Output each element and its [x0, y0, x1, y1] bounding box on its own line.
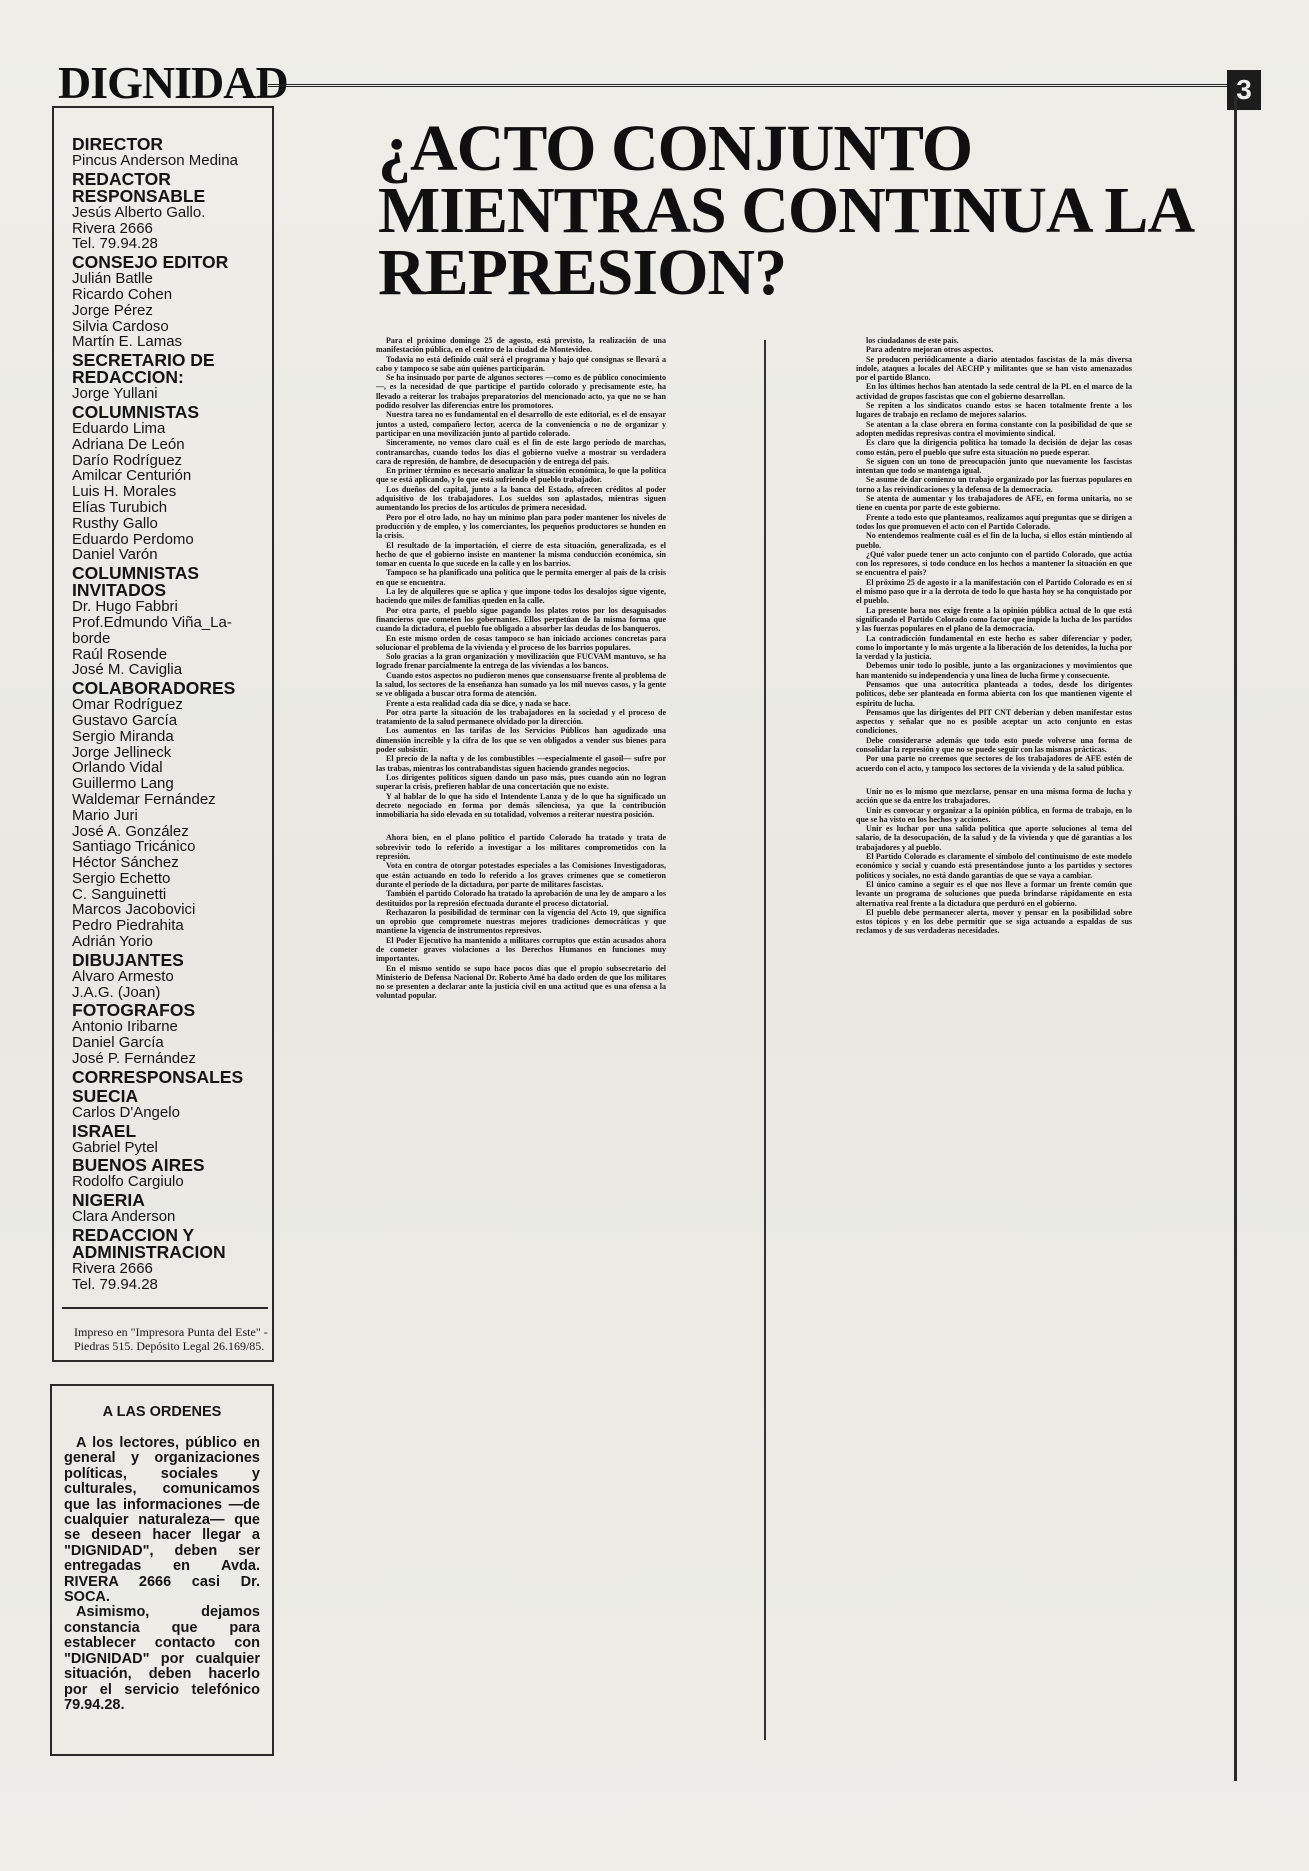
article-paragraph: Sinceramente, no vemos claro cuál es el fin de este largo período de marchas, contramarchas, cuando todos los días el gobierno vuelve a mostrar su verdadera cara de represión, de hambre, de desocupación y de entrega del país.	[376, 438, 666, 466]
article-paragraph: También el partido Colorado ha tratado la aprobación de una ley de amparo a los destituidos por la represión efectuada durante el proceso dictatorial.	[376, 889, 666, 908]
article-paragraph: La presente hora nos exige frente a la opinión pública actual de lo que está significando el Partido Colorado como factor que impide la lucha de los partidos y las fuerzas populares en el plano de la democracia.	[856, 605, 1132, 634]
credit-name: Prof.Edmundo Viña_La-borde	[72, 613, 232, 647]
article-paragraph: En el mismo sentido se supo hace pocos días que el propio subsecretario del Ministerio de Defensa Nacional Dr. Roberto Amé ha dado orden de que los militares no se presenten a declarar ante la justicia civil en una actitud que es una ofensa a la voluntad popular.	[376, 963, 666, 1001]
credit-name: Jorge Pérez	[72, 301, 153, 319]
credit-name: Clara Anderson	[72, 1208, 176, 1226]
credit-name: Jorge Jellineck	[72, 743, 172, 761]
article-paragraph: Ahora bien, en el plano político el partido Colorado ha tratado y trata de sobrevivir todo lo referido a investigar a los militares comprometidos con la represión.	[376, 833, 666, 862]
article-headline	[378, 112, 1198, 309]
credit-name: Waldemar Fernández	[72, 790, 216, 808]
notice-body	[64, 1436, 260, 1713]
article-paragraph: Se siguen con un tono de preocupación junto que nuevamente los fascistas intentan que todo se mantenga igual.	[856, 456, 1132, 476]
credit-section-title: COLABORADORES	[72, 678, 236, 699]
credit-name: Tel. 79.94.28	[72, 1275, 158, 1293]
imprint: Impreso en "Impresora Punta del Este" - Piedras 515. Depósito Legal 26.169/85.	[62, 1307, 268, 1353]
article-paragraph: Cuando estos aspectos no pudieron menos que consensuarse frente al problema de la salud, los sectores de la enseñanza han sumado ya los mil nuevos casos, y la gente se ve obligada a buscar otra forma de atención.	[376, 670, 666, 699]
article-paragraph: El Partido Colorado es claramente el símbolo del continuismo de este modelo económico y social y cuando está presentándose junto a los partidos y sectores políticos y sociales, no está dando garantías de que se vaya a cambiar.	[856, 852, 1132, 880]
credit-name: Rusthy Gallo	[72, 514, 158, 532]
article-paragraph: los ciudadanos de este país.	[866, 336, 959, 345]
credit-name: Luis H. Morales	[72, 483, 177, 501]
credit-sections	[72, 136, 264, 1293]
article-paragraph: Todavía no está definido cuál será el programa y bajo qué consignas se llevará a cabo y tampoco se sabe aún quiénes participarán.	[376, 354, 666, 373]
credit-name: Guillermo Lang	[72, 775, 174, 793]
credit-section-title: SUECIA	[72, 1085, 139, 1106]
credit-section-title: CONSEJO EDITOR	[72, 252, 229, 273]
credit-section-title: COLUMNISTAS INVITADOS	[72, 563, 200, 601]
article-paragraph: Es claro que la dirigencia política ha tomado la decisión de dejar las cosas como están, pero el pueblo que sufre esta situación no puede esperar.	[856, 438, 1132, 457]
headline-line: REPRESION?	[378, 236, 787, 309]
article-paragraph: Pensamos que una autocrítica planteada a todos, desde los dirigentes políticos, debe ser planteada en forma abierta con los que mantienen vigente el espíritu de lucha.	[856, 679, 1132, 708]
credit-name: Adriana De León	[72, 435, 185, 453]
credit-section-title: CORRESPONSALES	[72, 1066, 244, 1087]
article-paragraph: Para el próximo domingo 25 de agosto, está previsto, la realización de una manifestación pública, en el centro de la ciudad de Montevideo.	[376, 336, 666, 355]
article-paragraph: Por otra parte, el pueblo sigue pagando los platos rotos por los desaguisados financieros que cometen los gobernantes. Ellos perpetúan de la misma forma que cuando la dictadura, el pueblo fue obligado a absorber las deudas de los banqueros.	[376, 605, 666, 634]
credit-section-title: DIBUJANTES	[72, 949, 184, 970]
credit-section-title: COLUMNISTAS	[72, 401, 200, 422]
credit-name: Dr. Hugo Fabbri	[72, 598, 178, 616]
article-paragraph: Se repiten a los sindicatos cuando estos se hacen totalmente frente a los lugares de trabajo en reclamo de mejores salarios.	[856, 401, 1132, 420]
article-paragraph: Por una parte no creemos que sectores de los trabajadores de AFE estén de acuerdo con el acto, y tampoco los sectores de la vivienda y de la salud pública.	[856, 754, 1132, 773]
section-break	[856, 773, 1132, 787]
article-paragraph: Y al hablar de lo que ha sido el Intendente Lanza y de lo que ha significado un decreto negociado en forma por demás silenciosa, ya que la contribución inmobiliaria ha sido elevada en su totalidad, volvemos a reiterar nuestra posición.	[376, 791, 666, 820]
credit-name: Sergio Echetto	[72, 869, 171, 887]
credit-name: Mario Juri	[72, 806, 138, 824]
credit-name: Elías Turubich	[72, 498, 168, 516]
notice-paragraph: Asimismo, dejamos constancia que para establecer contacto con "DIGNIDAD" por cualquier situación, deben hacerlo por el servicio telefónico 79.94.28.	[64, 1604, 260, 1713]
masthead-rule	[268, 84, 1239, 87]
credit-name: Ricardo Cohen	[72, 285, 173, 303]
article-paragraph: Debemos unir todo lo posible, junto a las organizaciones y movimientos que han mantenido su independencia y una línea de lucha firme y consecuente.	[856, 661, 1132, 680]
article-paragraph: Para adentro mejoran otros aspectos.	[866, 345, 994, 355]
credit-name: José P. Fernández	[72, 1050, 196, 1068]
credit-name: Jorge Yullani	[72, 385, 158, 403]
credit-section-title: NIGERIA	[72, 1190, 145, 1211]
article-paragraph: Vota en contra de otorgar potestades especiales a las Comisiones Investigadoras, que están actuando en todo lo referido a los graves crímenes que se cometieron durante el período de la dictadura, por parte de militares fascistas.	[376, 861, 666, 889]
credit-name: Eduardo Lima	[72, 419, 166, 437]
article-paragraph: No entendemos realmente cuál es el fin de la lucha, si ellos están mintiendo al pueblo.	[856, 531, 1132, 550]
article-paragraph: Los dueños del capital, junto a la banca del Estado, ofrecen créditos al poder adquisitivo de los trabajadores. Los sueldos son aplastados, mientras siguen aumentando los precios de los artículos de primera necesidad.	[376, 484, 666, 513]
credit-name: Gustavo García	[72, 711, 178, 729]
credit-name: Amilcar Centurión	[72, 467, 192, 485]
right-margin-rule	[1234, 96, 1237, 1781]
page-number: 3	[1227, 70, 1261, 110]
article-paragraph: Nuestra tarea no es fundamental en el desarrollo de este editorial, es el de ensayar juntos a usted, compañero lector, acerca de la conveniencia o no de organizar y participar en una movilización junto al partido colorado.	[376, 410, 666, 438]
article-paragraph: El próximo 25 de agosto ir a la manifestación con el Partido Colorado es en sí el mismo paso que ir a la derrota de todo lo que hasta hoy se ha conquistado por el pueblo.	[856, 577, 1132, 606]
credit-name: Omar Rodríguez	[72, 696, 183, 714]
credit-name: Carlos D'Angelo	[72, 1103, 180, 1121]
article-paragraph: Los dirigentes políticos siguen dando un paso más, pues cuando aún no logran superar la crisis, prefieren hablar de una concertación que no existe.	[376, 772, 666, 792]
article-paragraph: Frente a todo esto que planteamos, realizamos aquí preguntas que se dirigen a todos los que promueven el acto con el Partido Colorado.	[856, 512, 1132, 531]
credit-name: Héctor Sánchez	[72, 854, 179, 872]
article-paragraph: Solo gracias a la gran organización y movilización que FUCVAM mantuvo, se ha logrado frenar parcialmente la entrega de las viviendas a los bancos.	[376, 652, 666, 671]
article-paragraph: El resultado de la importación, el cierre de esta situación, generalizada, es el hecho de que el gobierno insiste en mantener la misma conducción económica, sin tomar en cuenta lo que sucede en la calle y en los barrios.	[376, 540, 666, 569]
credit-name: Rivera 2666	[72, 219, 153, 237]
notice-title: A LAS ORDENES	[102, 1404, 222, 1420]
credit-name: Silvia Cardoso	[72, 317, 169, 335]
credit-section-title: ISRAEL	[72, 1120, 137, 1141]
article-column-right	[856, 336, 1132, 1726]
notice-box	[50, 1384, 274, 1756]
article-paragraph: Se atenta de aumentar y los trabajadores de AFE, en forma unitaria, no se tiene en cuenta por parte de este gobierno.	[856, 494, 1132, 513]
credit-name: Rodolfo Cargiulo	[72, 1173, 184, 1191]
article-paragraph: Pensamos que las dirigentes del PIT CNT deberían y deben manifestar estos aspectos y señalar que no es posible aceptar un acto conjunto en estas condiciones.	[856, 707, 1132, 736]
credit-name: Pincus Anderson Medina	[72, 152, 238, 169]
article-paragraph: Unir no es lo mismo que mezclarse, pensar en una misma forma de lucha y acción que se da entre los trabajadores.	[856, 786, 1132, 806]
article-paragraph: En primer término es necesario analizar la situación económica, lo que la política que se está aplicando, y lo que está sufriendo el pueblo trabajador.	[376, 466, 666, 485]
credit-name: Daniel Varón	[72, 546, 158, 564]
credit-section-title: FOTOGRAFOS	[72, 1000, 196, 1021]
headline-line: MIENTRAS CONTINUA LA	[378, 174, 1195, 247]
article-paragraph: El pueblo debe permanecer alerta, mover y pensar en la posibilidad sobre estos tópicos y en los debe permitir que se siga actuando a espaldas de sus reclamos y de sus verdaderas necesidades.	[856, 907, 1132, 936]
article-paragraph: Unir es luchar por una salida política que aporte soluciones al tema del salario, de la desocupación, de la salud y de la vivienda y que dé garantías a los trabajadores y al pueblo.	[856, 824, 1132, 852]
article-paragraph: Frente a esta realidad cada día se dice, y nada se hace.	[386, 698, 571, 708]
credit-name: Pedro Piedrahita	[72, 917, 184, 935]
credit-section-title: REDACTOR RESPONSABLE	[72, 168, 206, 206]
column-divider	[764, 340, 766, 1740]
masthead-title: DIGNIDAD	[58, 57, 288, 108]
credit-name: Eduardo Perdomo	[72, 530, 194, 548]
article-paragraph: Debe considerarse además que todo esto puede volverse una forma de consolidar la represión y que no se puede seguir con las mismas prácticas.	[856, 735, 1132, 755]
credit-name: Sergio Miranda	[72, 727, 174, 745]
credit-name: Raúl Rosende	[72, 645, 168, 663]
article-paragraph: La contradicción fundamental en este hecho es saber diferenciar y poder, como lo importante y lo más urgente a la liberación de los detenidos, la lucha por la verdad y la justicia.	[856, 633, 1132, 662]
article-paragraph: Se ha insinuado por parte de algunos sectores —como es de público conocimiento—, es la necesidad de que participe el partido colorado y precisamente este, ha llevado a reiterar los trabajos preparatorios del mencionado acto, ya que no se han podido resolver las diferencias entre los promotores.	[376, 373, 666, 411]
credit-section-title: SECRETARIO DE REDACCION:	[72, 350, 215, 388]
credit-section-title: REDACCION Y ADMINISTRACION	[72, 1225, 226, 1263]
headline-line: ¿ACTO CONJUNTO	[378, 112, 973, 185]
credit-section-title: DIRECTOR	[72, 134, 164, 154]
credit-name: José A. González	[72, 822, 189, 840]
article-paragraph: En los últimos hechos han atentado la sede central de la PL en el marco de la actividad de grupos fascistas que con el gobierno desarrollan.	[856, 382, 1132, 401]
credit-name: Daniel García	[72, 1034, 164, 1052]
credit-name: Julián Batlle	[72, 270, 153, 288]
credit-name: Jesús Alberto Gallo.	[72, 203, 206, 221]
credit-name: Tel. 79.94.28	[72, 235, 158, 253]
article-paragraph: El Poder Ejecutivo ha mantenido a militares corruptos que están acusados ahora de cometer graves violaciones a los Derechos Humanos en funciones muy importantes.	[376, 935, 666, 964]
credit-name: Alvaro Armesto	[72, 967, 174, 985]
article-paragraph: Se asume de dar comienzo un trabajo organizado por las fuerzas populares en torno a las reivindicaciones y la defensa de la democracia.	[856, 475, 1132, 494]
credit-name: Marcos Jacobovici	[72, 901, 196, 919]
article-paragraph: Se producen periódicamente a diario atentados fascistas de la más diversa índole, ataques a locales del AECHP y militantes que se han visto amenazados por el partido Blanco.	[856, 354, 1132, 383]
article-paragraph: ¿Qué valor puede tener un acto conjunto con el partido Colorado, que actúa con los represores, si todo conduce en los hechos a mantener la situación en que se encuentra el país?	[856, 549, 1132, 578]
article-column-left	[376, 336, 666, 1748]
article-paragraph: En este mismo orden de cosas tampoco se han iniciado acciones concretas para solucionar el problema de la vivienda y el proceso de los barrios populares.	[376, 633, 666, 652]
article-paragraph: Tampoco se ha planificado una política que le permita emerger al país de la crisis en que se encuentra.	[376, 568, 666, 587]
credits-box	[52, 106, 274, 1362]
article-paragraph: Pero por el otro lado, no hay un mínimo plan para poder mantener los niveles de producción y de empleo, y los comerciantes, los pequeños productores se hunden en la crisis.	[376, 512, 666, 541]
credit-name: José M. Caviglia	[72, 661, 183, 679]
credit-section-title: BUENOS AIRES	[72, 1155, 205, 1176]
credit-name: Antonio Iribarne	[72, 1018, 178, 1036]
article-paragraph: El precio de la nafta y de los combustibles —especialmente el gasoil— sufre por las trabas, mientras los contrabandistas siguen haciendo grandes negocios.	[376, 754, 666, 773]
credit-name: Santiago Tricánico	[72, 838, 196, 856]
notice-paragraph: A los lectores, público en general y organizaciones políticas, sociales y culturales, comunicamos que las informaciones —de cualquier naturaleza— que se deseen hacer llegar a "DIGNIDAD", deben ser entregadas en Avda. RIVERA 2666 casi Dr. SOCA.	[64, 1435, 260, 1606]
article-paragraph: El único camino a seguir es el que nos lleve a formar un frente común que levante un programa de soluciones que pueda brindarse rápidamente en esta alternativa real frente a la dictadura que perduró en el gobierno.	[856, 879, 1132, 908]
credit-name: Orlando Vidal	[72, 759, 163, 777]
article-paragraph: Se atentan a la clase obrera en forma constante con la posibilidad de que se adopten medidas represivas contra el movimiento sindical.	[856, 419, 1132, 438]
article-paragraph: Los aumentos en las tarifas de los Servicios Públicos han agudizado una dimensión increíble y la cifra de los que se ven obligados a vender sus bienes para poder subsistir.	[376, 726, 666, 755]
section-break	[376, 819, 666, 833]
article-paragraph: Rechazaron la posibilidad de terminar con la vigencia del Acto 19, que significa un oprobio que compromete nuestras mejores tradiciones democráticas y que mantiene la vigencia de instrumentos represivos.	[376, 907, 666, 936]
credit-name: Darío Rodríguez	[72, 451, 183, 469]
credit-name: Adrián Yorio	[72, 933, 153, 951]
credit-name: Rivera 2666	[72, 1260, 153, 1278]
article-paragraph: La ley de alquileres que se aplica y que impone todos los desalojos sigue vigente, haciendo que miles de familias queden en la calle.	[376, 587, 666, 606]
credit-name: C. Sanguinetti	[72, 885, 167, 903]
article-paragraph: Unir es convocar y organizar a la opinión pública, en forma de trabajo, en lo que se ha visto en los hechos y acciones.	[856, 805, 1132, 824]
credit-name: Gabriel Pytel	[72, 1138, 158, 1156]
credit-name: Martín E. Lamas	[72, 333, 183, 351]
article-paragraph: Por otra parte la situación de los trabajadores en la sociedad y el proceso de tratamiento de la salud permanece olvidado por la dirección.	[376, 707, 666, 727]
credit-name: J.A.G. (Joan)	[72, 983, 161, 1001]
